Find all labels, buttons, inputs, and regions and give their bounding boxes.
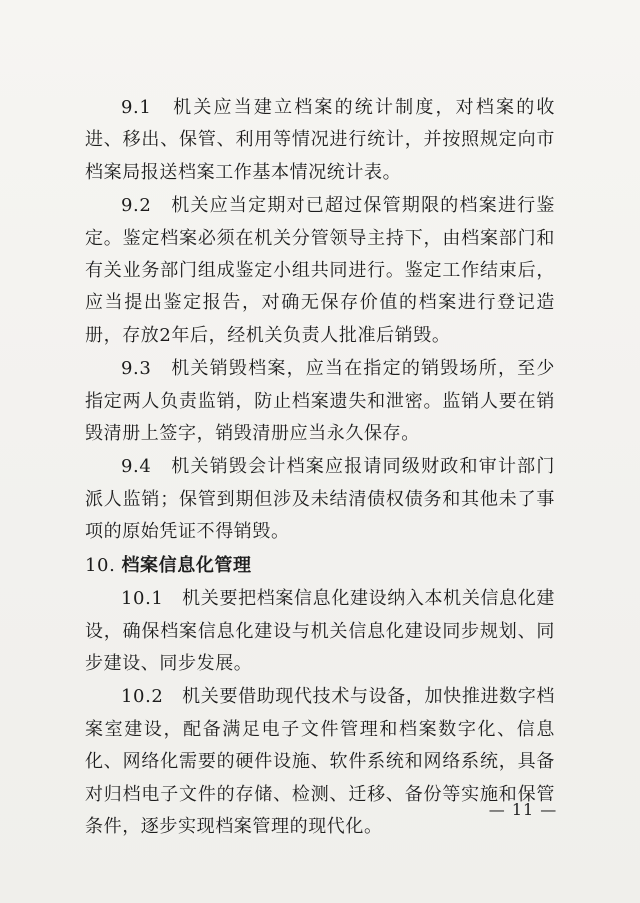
paragraph-9-3: 9.3 机关销毁档案，应当在指定的销毁场所，至少指定两人负责监销，防止档案遗失和泄密。监销人要在销毁清册上签字，销毁清册应当永久保存。 xyxy=(85,358,555,445)
paragraph-10-1: 10.1 机关要把档案信息化建设纳入本机关信息化建设，确保档案信息化建设与机关信息化建设同步规划、同步建设、同步发展。 xyxy=(85,588,555,674)
document-body xyxy=(85,92,555,843)
section-number: 10. xyxy=(85,554,116,576)
paragraph-9-1: 9.1 机关应当建立档案的统计制度，对档案的收进、移出、保管、利用等情况进行统计，并按照规定向市档案局报送档案工作基本情况统计表。 xyxy=(85,97,555,183)
page-number: — 11 — xyxy=(488,800,558,819)
section-heading xyxy=(85,550,555,582)
paragraph-10-2: 10.2 机关要借助现代技术与设备，加快推进数字档案室建设，配备满足电子文件管理和档案数字化、信息化、网络化需要的硬件设施、软件系统和网络系统，具备对归档电子文件的存储、检测、迁移、备份等实施和保管条件，逐步实现档案管理的现代化。 xyxy=(85,686,555,837)
section-title: 档案信息化管理 xyxy=(121,554,252,576)
paragraph-9-4: 9.4 机关销毁会计档案应报请同级财政和审计部门派人监销；保管到期但涉及未结清债权债务和其他未了事项的原始凭证不得销毁。 xyxy=(85,456,555,543)
paragraph-9-2: 9.2 机关应当定期对已超过保管期限的档案进行鉴定。鉴定档案必须在机关分管领导主持下，由档案部门和有关业务部门组成鉴定小组共同进行。鉴定工作结束后，应当提出鉴定报告，对确无保存价值的档案进行登记造册，存放2年后，经机关负责人批准后销毁。 xyxy=(85,195,555,346)
